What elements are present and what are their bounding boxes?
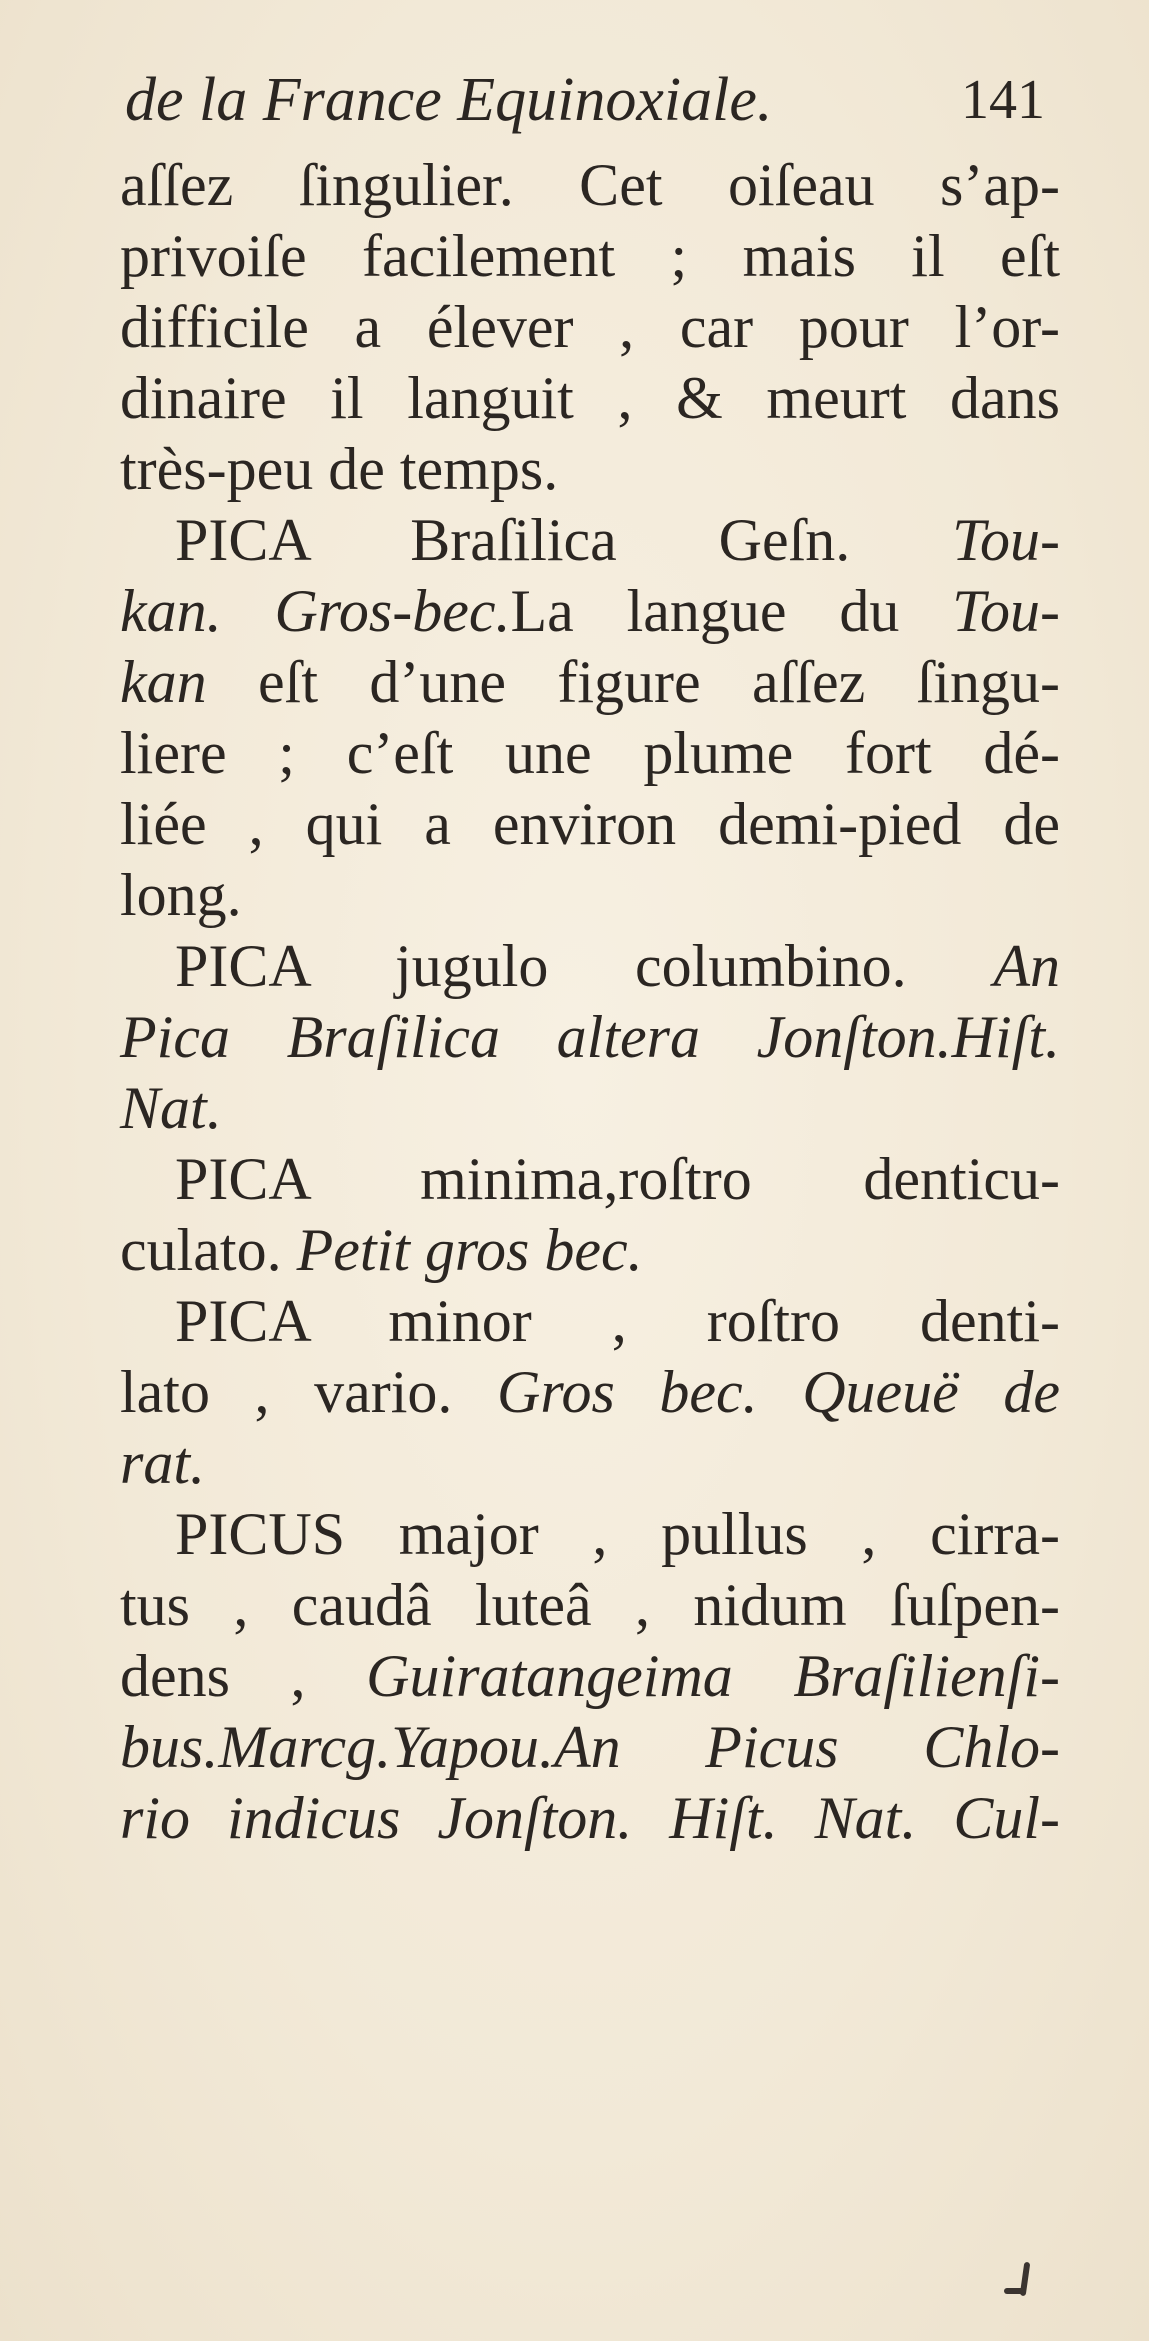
text-line xyxy=(120,505,1060,576)
text-segment: privoiſe facilement ; mais il eſt xyxy=(120,223,1060,289)
text-segment: dens , xyxy=(120,1643,367,1709)
text-segment: PICA minima,roſtro denticu- xyxy=(175,1146,1060,1212)
ink-blot xyxy=(1004,2288,1024,2294)
text-line xyxy=(120,1783,1060,1854)
text-segment: liere ; c’eſt une plume fort dé- xyxy=(120,720,1060,786)
text-segment: rat. xyxy=(120,1430,206,1496)
text-line xyxy=(120,1002,1060,1073)
text-segment: Gros bec. Queuë de xyxy=(496,1359,1060,1425)
text-line xyxy=(120,1073,1060,1144)
text-segment: aſſez ſingulier. Cet oiſeau s’ap- xyxy=(120,152,1060,218)
text-line xyxy=(120,1712,1060,1783)
text-line xyxy=(120,576,1060,647)
text-segment: kan. Gros-bec. xyxy=(120,578,511,644)
text-line xyxy=(120,1641,1060,1712)
text-line xyxy=(120,1357,1060,1428)
text-segment: kan xyxy=(120,649,207,715)
text-line xyxy=(120,860,1060,931)
text-segment: PICA minor , roſtro denti- xyxy=(175,1288,1060,1354)
text-segment: très-peu de temps. xyxy=(120,436,559,502)
text-line xyxy=(120,1286,1060,1357)
text-segment: PICA Braſilica Geſn. xyxy=(175,507,953,573)
text-line xyxy=(120,1144,1060,1215)
text-segment: Tou- xyxy=(952,507,1060,573)
text-segment: tus , caudâ luteâ , nidum ſuſpen- xyxy=(120,1572,1060,1638)
text-line xyxy=(120,1428,1060,1499)
text-line xyxy=(120,221,1060,292)
text-segment: rio indicus Jonſton. Hiſt. Nat. Cul- xyxy=(120,1785,1060,1851)
text-segment: Nat. xyxy=(120,1075,222,1141)
text-segment: PICA jugulo columbino. xyxy=(175,933,994,999)
text-segment: long. xyxy=(120,862,242,928)
text-segment: PICUS major , pullus , cirra- xyxy=(175,1501,1060,1567)
text-line xyxy=(120,931,1060,1002)
body-text xyxy=(120,150,1060,1854)
text-segment: bus.Marcg.Yapou.An Picus Chlo- xyxy=(120,1714,1060,1780)
text-line xyxy=(120,647,1060,718)
text-line xyxy=(120,1570,1060,1641)
text-segment: lato , vario. xyxy=(120,1359,497,1425)
text-line xyxy=(120,1215,1060,1286)
text-segment: Guiratangeima Braſilienſi- xyxy=(366,1643,1060,1709)
text-segment: liée , qui a environ demi-pied de xyxy=(120,791,1060,857)
text-line xyxy=(120,434,1060,505)
text-segment: eſt d’une figure aſſez ſingu- xyxy=(206,649,1060,715)
text-segment: La langue du xyxy=(510,578,953,644)
text-segment: difficile a élever , car pour l’or- xyxy=(120,294,1060,360)
text-line xyxy=(120,789,1060,860)
page-number: 141 xyxy=(961,69,1045,131)
text-segment: An xyxy=(993,933,1060,999)
text-line xyxy=(120,292,1060,363)
text-line xyxy=(120,150,1060,221)
text-segment: dinaire il languit , & meurt dans xyxy=(120,365,1060,431)
text-line xyxy=(120,718,1060,789)
text-line xyxy=(120,1499,1060,1570)
text-segment: Pica Braſilica altera Jonſton.Hiſt. xyxy=(120,1004,1060,1070)
running-header xyxy=(125,55,1055,145)
text-segment: culato. xyxy=(120,1217,297,1283)
text-segment: Petit gros bec. xyxy=(296,1217,643,1283)
text-line xyxy=(120,363,1060,434)
running-title: de la France Equinoxiale. xyxy=(125,66,773,134)
text-segment: Tou- xyxy=(952,578,1060,644)
